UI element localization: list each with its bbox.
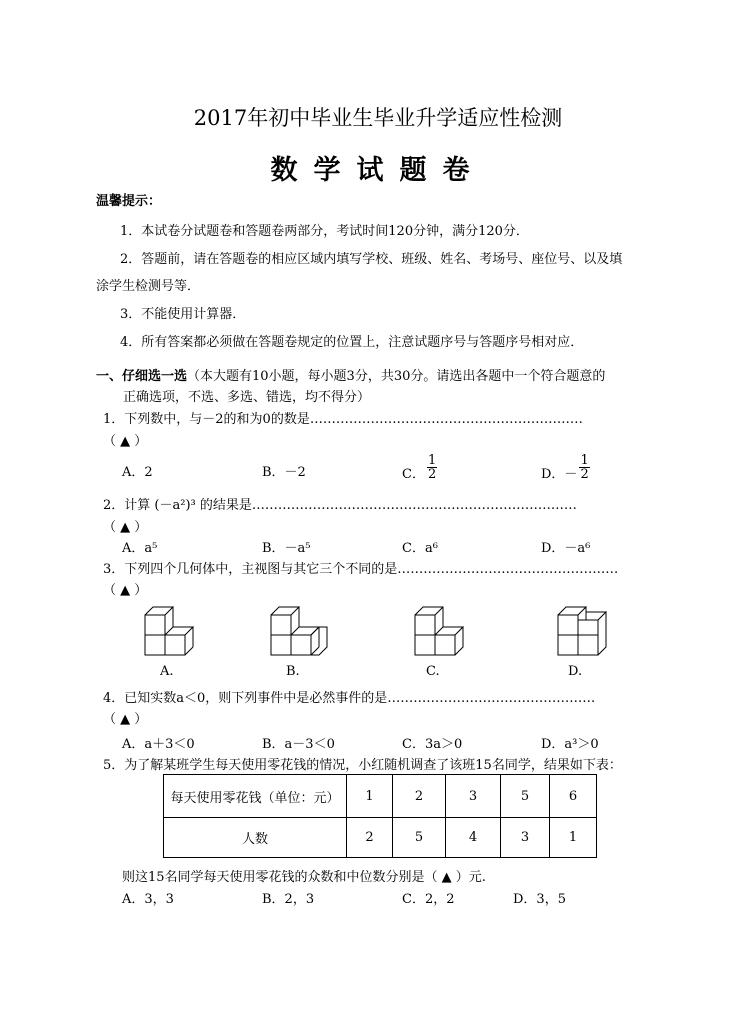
figure-label-a: A.: [160, 664, 174, 679]
table-cell: 3: [446, 775, 501, 818]
notice-item: 2．答题前，请在答题卷的相应区域内填写学校、班级、姓名、考场号、座位号、以及填: [120, 252, 623, 267]
q2-stem: [103, 494, 577, 513]
section-heading: 一、仔细选一选: [96, 369, 188, 384]
figure-label-b: B.: [286, 664, 300, 679]
q4-answer-mark: （ ▲ ）: [103, 712, 148, 727]
table-header-cell: 每天使用零花钱（单位：元）: [164, 775, 347, 818]
q5-option-a: A．3，3: [122, 892, 174, 907]
q4-option-d: D．a³＞0: [541, 737, 599, 752]
q2-option-c: C．a⁶: [402, 541, 438, 556]
fraction: [427, 454, 437, 481]
solid-figure-d: [553, 600, 613, 660]
table-cell: 1: [347, 775, 393, 818]
q2-expression: (－a²)³: [154, 498, 196, 513]
q5-question: 则这15名同学每天使用零花钱的众数和中位数分别是（ ▲ ）元.: [122, 870, 486, 885]
q3-answer-mark: （ ▲ ）: [103, 583, 148, 598]
section-heading-line: [96, 365, 605, 384]
q5-option-c: C．2，2: [402, 892, 455, 907]
fraction-denominator: 2: [580, 467, 589, 482]
q3-stem: 3．下列四个几何体中，主视图与其它三个不同的是……………………………………………: [103, 562, 619, 577]
table-cell: 3: [501, 818, 550, 858]
section-desc: （本大题有10小题，每小题3分，共30分。请选出各题中一个符合题意的: [187, 369, 606, 384]
q2-answer-mark: （ ▲ ）: [103, 520, 148, 535]
q1-option-b: B．－2: [262, 465, 306, 480]
table-cell: 4: [446, 818, 501, 858]
q4-option-b: B．a－3＜0: [262, 737, 335, 752]
q4-option-a: A．a＋3＜0: [122, 737, 195, 752]
q4-stem: 4．已知实数a＜0，则下列事件中是必然事件的是…………………………………………: [103, 691, 596, 706]
fraction: [579, 454, 589, 481]
q1-option-d: [541, 454, 592, 481]
fraction-numerator: 1: [580, 453, 589, 468]
figure-label-d: D.: [568, 664, 583, 679]
notice-heading: 温馨提示：: [96, 194, 162, 209]
table-cell: 5: [393, 818, 446, 858]
q1-option-c-label: C．: [402, 467, 425, 482]
q1-option-d-label: D．－: [541, 467, 578, 482]
notice-item: 3．不能使用计算器．: [120, 307, 246, 322]
q5-option-b: B．2，3: [262, 892, 315, 907]
solid-figure-a: [140, 600, 200, 660]
table-header-cell: 人数: [164, 818, 347, 858]
figure-label-c: C.: [426, 664, 440, 679]
notice-item: 4．所有答案都必须做在答题卷规定的位置上，注意试题序号与答题序号相对应．: [120, 335, 584, 350]
q2-option-b: B．－a⁵: [262, 541, 311, 556]
fraction-denominator: 2: [427, 467, 437, 482]
q1-stem: 1．下列数中，与－2的和为0的数是………………………………………………………: [103, 412, 583, 427]
notice-item: 涂学生检测号等．: [96, 279, 201, 294]
section-desc-2: 正确选项，不选、多选、错选，均不得分）: [123, 390, 371, 405]
fraction-numerator: 1: [427, 453, 437, 468]
solid-figure-c: [410, 600, 470, 660]
q2-stem-pre: 2．计算: [103, 498, 151, 513]
table-cell: 6: [550, 775, 597, 818]
solid-figure-b: [266, 600, 336, 660]
table-row: [164, 775, 597, 818]
exam-title: 2017年初中毕业生毕业升学适应性检测: [193, 106, 563, 130]
exam-subtitle: 数学试题卷: [270, 155, 486, 186]
table-row: [164, 818, 597, 858]
q5-option-d: D．3，5: [513, 892, 566, 907]
q1-option-c: [402, 454, 439, 481]
table-cell: 2: [347, 818, 393, 858]
q1-answer-mark: （ ▲ ）: [103, 434, 148, 449]
table-cell: 1: [550, 818, 597, 858]
q2-stem-post: 的结果是…………………………………………………………………: [199, 498, 577, 513]
q2-option-d: D．－a⁶: [541, 541, 591, 556]
table-cell: 5: [501, 775, 550, 818]
notice-item: 1．本试卷分试题卷和答题卷两部分，考试时间120分钟，满分120分．: [120, 224, 529, 239]
q2-option-a: A．a⁵: [122, 541, 158, 556]
data-table: [163, 774, 597, 858]
q4-option-c: C．3a＞0: [402, 737, 463, 752]
q5-stem: 5．为了解某班学生每天使用零花钱的情况，小红随机调查了该班15名同学，结果如下表：: [103, 758, 622, 773]
table-cell: 2: [393, 775, 446, 818]
q1-option-a: A．2: [122, 465, 153, 480]
